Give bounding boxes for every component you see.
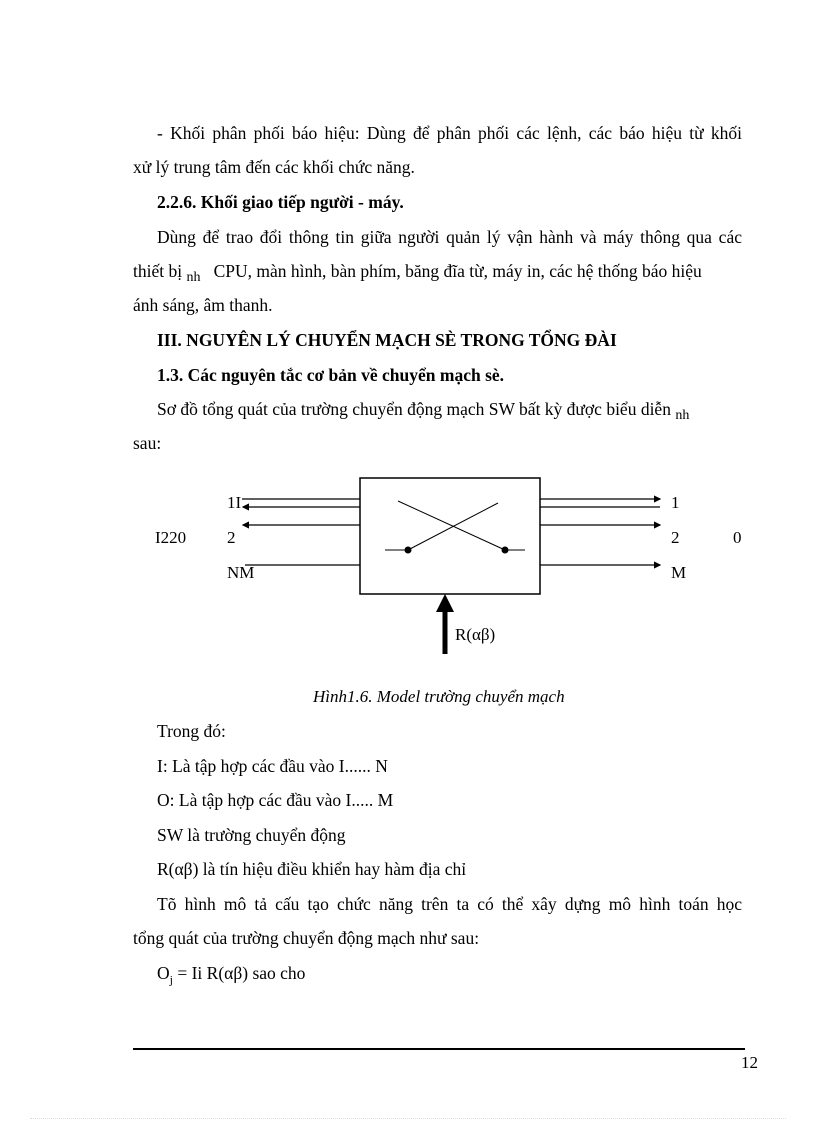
text-fragment: thiết bị: [133, 261, 183, 281]
paragraph-line: - Khối phân phối báo hiệu: Dùng để phân phối các lệnh, các báo hiệu từ khối: [157, 123, 742, 143]
label-output-1: 1: [671, 493, 680, 512]
switch-contact-left: [405, 547, 412, 554]
label-input-n: NM: [227, 563, 255, 582]
paragraph-line: tổng quát của trường chuyển động mạch như sau:: [133, 928, 480, 948]
switch-box: [360, 478, 540, 594]
formula-subscript: j: [169, 972, 173, 987]
paragraph-line: xử lý trung tâm đến các khối chức năng.: [133, 157, 415, 177]
text-fragment-nh: nh: [675, 408, 690, 423]
label-output-set: 0: [733, 528, 742, 547]
paragraph-line: sau:: [133, 433, 162, 453]
label-input-set: I220: [155, 528, 187, 547]
section-heading: 2.2.6. Khối giao tiếp người - máy.: [157, 192, 404, 212]
paragraph-line: ánh sáng, âm thanh.: [133, 295, 273, 315]
label-control-signal: R(αβ): [455, 625, 496, 644]
definition-line: I: Là tập hợp các đầu vào I...... N: [157, 756, 388, 776]
switching-field-diagram: [0, 470, 816, 670]
control-arrow-head: [436, 594, 454, 612]
text-fragment: Sơ đồ tổng quát của trường chuyển động mạch SW bất kỳ được biểu diễn: [157, 399, 671, 419]
label-input-2: 2: [227, 528, 236, 547]
chapter-heading: III. NGUYÊN LÝ CHUYỂN MẠCH SÈ TRONG TỔNG ĐÀI: [157, 330, 617, 350]
label-input-1: 1I: [227, 493, 242, 512]
label-output-2: 2: [671, 528, 680, 547]
definition-line: R(αβ) là tín hiệu điều khiển hay hàm địa chỉ: [157, 859, 467, 879]
page-number: 12: [741, 1053, 758, 1072]
footer-rule: [133, 1048, 745, 1050]
figure-caption: Hình1.6. Model trường chuyển mạch: [313, 687, 565, 706]
paragraph-line: Dùng để trao đổi thông tin giữa người quản lý vận hành và máy thông qua các: [157, 227, 742, 247]
text-fragment: CPU, màn hình, bàn phím, băng đĩa từ, máy in, các hệ thống báo hiệu: [213, 261, 702, 281]
formula-line: [157, 962, 305, 991]
page-bottom-border: [30, 1118, 786, 1119]
paragraph-line: [133, 260, 702, 285]
paragraph-line: Tõ hình mô tả cấu tạo chức năng trên ta có thể xây dựng mô hình toán học: [157, 894, 742, 914]
text-fragment-nh: nh: [186, 270, 201, 285]
section-heading: 1.3. Các nguyên tắc cơ bản về chuyển mạch sè.: [157, 365, 505, 385]
paragraph-line: Trong đó:: [157, 721, 226, 741]
paragraph-line: [157, 398, 689, 423]
definition-line: SW là trường chuyển động: [157, 825, 346, 845]
label-output-m: M: [671, 563, 687, 582]
switch-contact-right: [502, 547, 509, 554]
definition-line: O: Là tập hợp các đầu vào I..... M: [157, 790, 394, 810]
formula-text: = Ii R(αβ) sao cho: [172, 963, 306, 983]
formula-symbol: O: [157, 963, 170, 983]
